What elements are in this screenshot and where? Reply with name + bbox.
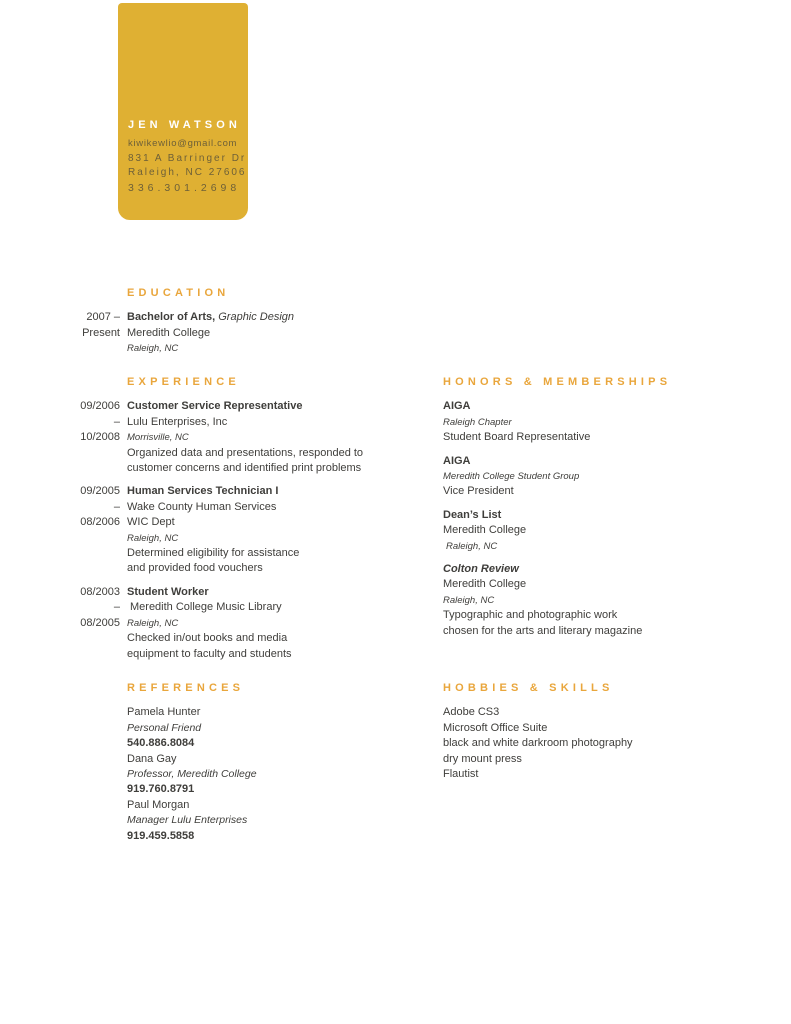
date-start: 09/2005 – [80,485,120,513]
references-heading: REFERENCES [127,682,245,694]
job-description-line: equipment to faculty and students [127,647,292,660]
honor-role: Vice President [443,485,514,498]
date-end: Present [82,326,120,339]
date-end: 10/2008 [80,431,120,444]
employer: Meredith College Music Library [130,601,282,614]
job-description-line: Checked in/out books and media [127,632,288,645]
honor-description-line: Typographic and photographic work [443,609,618,622]
degree-line [127,310,395,325]
education-entry [73,310,395,356]
experience-section [73,375,395,670]
honors-entry [443,508,735,554]
contact-card [118,3,248,220]
hobbies-heading: HOBBIES & SKILLS [443,682,614,694]
job-location: Morrisville, NC [127,432,189,444]
education-section [73,286,395,365]
hobby-item: dry mount press [443,752,522,765]
reference-entry [127,705,393,751]
employer: Wake County Human Services [127,500,277,513]
experience-dates [73,399,120,476]
date-start: 09/2006 – [80,400,120,428]
degree: Bachelor of Arts, [127,311,216,324]
honor-description-line: chosen for the arts and literary magazine [443,624,643,637]
education-details [127,310,395,356]
hobbies-section [443,681,735,782]
date-start: 2007 – [86,311,120,324]
honors-entry [443,454,735,500]
job-title: Customer Service Representative [127,400,303,413]
email-address: kiwikewlio@gmail.com [128,138,238,149]
job-description-line: and provided food vouchers [127,562,263,575]
honor-title: AIGA [443,400,471,413]
reference-role: Personal Friend [127,721,202,734]
honor-title: Dean’s List [443,508,502,521]
reference-phone: 919.459.5858 [127,829,195,842]
experience-heading: EXPERIENCE [127,376,240,388]
reference-phone: 919.760.8791 [127,783,195,796]
address-line-2: Raleigh, NC 27606 [128,167,247,178]
date-end: 08/2005 [80,616,120,629]
reference-name: Pamela Hunter [127,706,201,719]
employer: Lulu Enterprises, Inc [127,415,228,428]
reference-name: Dana Gay [127,752,177,765]
honors-entry [443,399,735,445]
reference-phone: 540.886.8084 [127,737,195,750]
address-line-1: 831 A Barringer Dr [128,152,247,164]
experience-dates [73,484,120,576]
job-description-line: Organized data and presentations, responded to [127,446,364,459]
honors-entry [443,562,735,639]
hobby-item: Microsoft Office Suite [443,721,548,734]
phone-number: 336.301.2698 [128,181,241,194]
honor-org: Meredith College [443,578,527,591]
honor-subtitle: Raleigh Chapter [443,416,512,428]
honor-subtitle: Meredith College Student Group [443,471,580,483]
job-description-line: Determined eligibility for assistance [127,547,300,560]
job-description-line: customer concerns and identified print problems [127,462,362,475]
hobby-item: black and white darkroom photography [443,737,633,750]
experience-details [127,585,395,662]
reference-role: Manager Lulu Enterprises [127,814,248,827]
reference-entry [127,752,393,798]
school-name: Meredith College [127,326,211,339]
honor-role: Student Board Representative [443,431,591,444]
hobby-item: Adobe CS3 [443,706,500,719]
experience-dates [73,585,120,662]
job-location: Raleigh, NC [127,617,179,629]
honor-location: Raleigh, NC [446,540,498,552]
experience-details [127,399,395,476]
experience-details [127,484,395,576]
reference-entry [127,798,393,844]
honor-title: AIGA [443,454,471,467]
experience-entry [73,585,395,662]
hobby-item: Flautist [443,768,479,781]
job-title: Human Services Technician I [127,485,279,498]
honor-title: Colton Review [443,563,519,576]
reference-name: Paul Morgan [127,798,190,811]
education-dates [73,310,120,356]
honors-heading: HONORS & MEMBERSHIPS [443,376,672,388]
job-location: Raleigh, NC [127,532,179,544]
job-title: Student Worker [127,585,209,598]
experience-entry [73,484,395,576]
degree-field: Graphic Design [218,311,295,324]
date-start: 08/2003 – [80,585,120,614]
education-heading: EDUCATION [127,287,230,299]
date-end: 08/2006 [80,516,120,529]
reference-role: Professor, Meredith College [127,768,257,781]
references-section [127,681,393,844]
person-name: JEN WATSON [128,119,241,131]
honor-location: Raleigh, NC [443,594,495,606]
honor-org: Meredith College [443,524,527,537]
employer-dept: WIC Dept [127,516,175,529]
experience-entry [73,399,395,476]
school-location: Raleigh, NC [127,343,179,355]
honors-section [443,375,735,647]
